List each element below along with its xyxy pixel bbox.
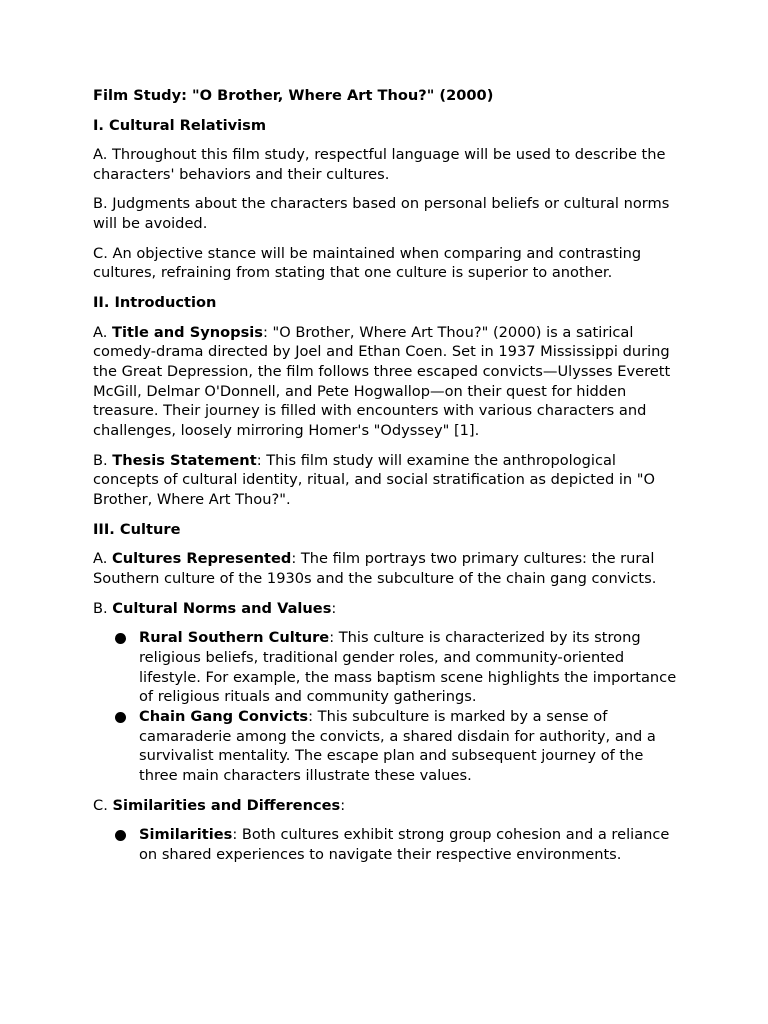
list-item	[139, 707, 683, 786]
document-title: Film Study: "O Brother, Where Art Thou?" (2000)	[93, 87, 494, 104]
bullet-term: Rural Southern Culture	[139, 629, 330, 647]
item-prefix: A.	[93, 323, 113, 341]
term-cultures-represented: Cultures Represented	[112, 550, 292, 568]
term-similarities-and-differences: Similarities and Differences	[112, 796, 341, 814]
term-title-and-synopsis: Title and Synopsis	[112, 323, 263, 341]
paragraph-text: : "O Brother, Where Art Thou?" (2000) is a satirical comedy-drama directed by Joel and Ethan Coen. Set in 1937 Mississippi during the Great Depression, the film follows three escaped convicts—Ulysses Everett McGill, Delmar O'Donnell, and Pete Hogwallop—on their quest for hidden treasure. Their journey is filled with encounters with various characters and challenges, loosely mirroring Homer's "Odyssey" [1].	[93, 323, 671, 440]
paragraph-2a	[93, 323, 683, 441]
section-heading-culture: III. Culture	[93, 520, 181, 538]
bullet-text: : This subculture is marked by a sense of camaraderie among the convicts, a shared disdain for authority, and a survivalist mentality. The escape plan and subsequent journey of the three main characters illustrate these values.	[139, 708, 656, 785]
list-item	[139, 825, 683, 864]
item-prefix: B.	[93, 451, 113, 469]
bullet-icon	[115, 830, 126, 841]
bullet-text: : This culture is characterized by its strong religious beliefs, traditional gender roles, and community-oriented lifestyle. For example, the mass baptism scene highlights the importance of religious rituals and community gatherings.	[139, 629, 677, 706]
item-prefix: C.	[93, 796, 113, 814]
bullet-list-similarities	[93, 825, 683, 864]
section-heading-introduction: II. Introduction	[93, 294, 217, 312]
bullet-term: Similarities	[139, 826, 233, 844]
bullet-icon	[115, 712, 126, 723]
paragraph-2b	[93, 451, 683, 510]
paragraph-3b	[93, 599, 683, 619]
item-prefix: A.	[93, 550, 113, 568]
document-body	[93, 86, 683, 875]
paragraph-3c	[93, 796, 683, 816]
bullet-text: : Both cultures exhibit strong group cohesion and a reliance on shared experiences to navigate their respective environments.	[139, 826, 670, 864]
paragraph-1b: B. Judgments about the characters based on personal beliefs or cultural norms will be avoided.	[93, 195, 670, 233]
list-item	[139, 628, 683, 707]
term-thesis-statement: Thesis Statement	[112, 451, 257, 469]
bullet-term: Chain Gang Convicts	[139, 708, 309, 726]
paragraph-1a: A. Throughout this film study, respectful language will be used to describe the characters' behaviors and their cultures.	[93, 146, 666, 183]
paragraph-text: : This film study will examine the anthropological concepts of cultural identity, ritual, and social stratification as depicted in "O Brother, Where Art Thou?".	[93, 451, 655, 509]
term-cultural-norms-and-values: Cultural Norms and Values	[112, 599, 332, 617]
paragraph-text: :	[340, 796, 346, 814]
paragraph-text: :	[331, 599, 337, 617]
bullet-list-norms	[93, 628, 683, 786]
paragraph-3a	[93, 549, 683, 588]
section-heading-cultural-relativism: I. Cultural Relativism	[93, 116, 267, 134]
paragraph-1c: C. An objective stance will be maintained when comparing and contrasting cultures, refraining from stating that one culture is superior to another.	[93, 244, 642, 282]
paragraph-text: : The film portrays two primary cultures: the rural Southern culture of the 1930s and the subculture of the chain gang convicts.	[93, 550, 657, 588]
bullet-icon	[115, 633, 126, 644]
item-prefix: B.	[93, 599, 113, 617]
